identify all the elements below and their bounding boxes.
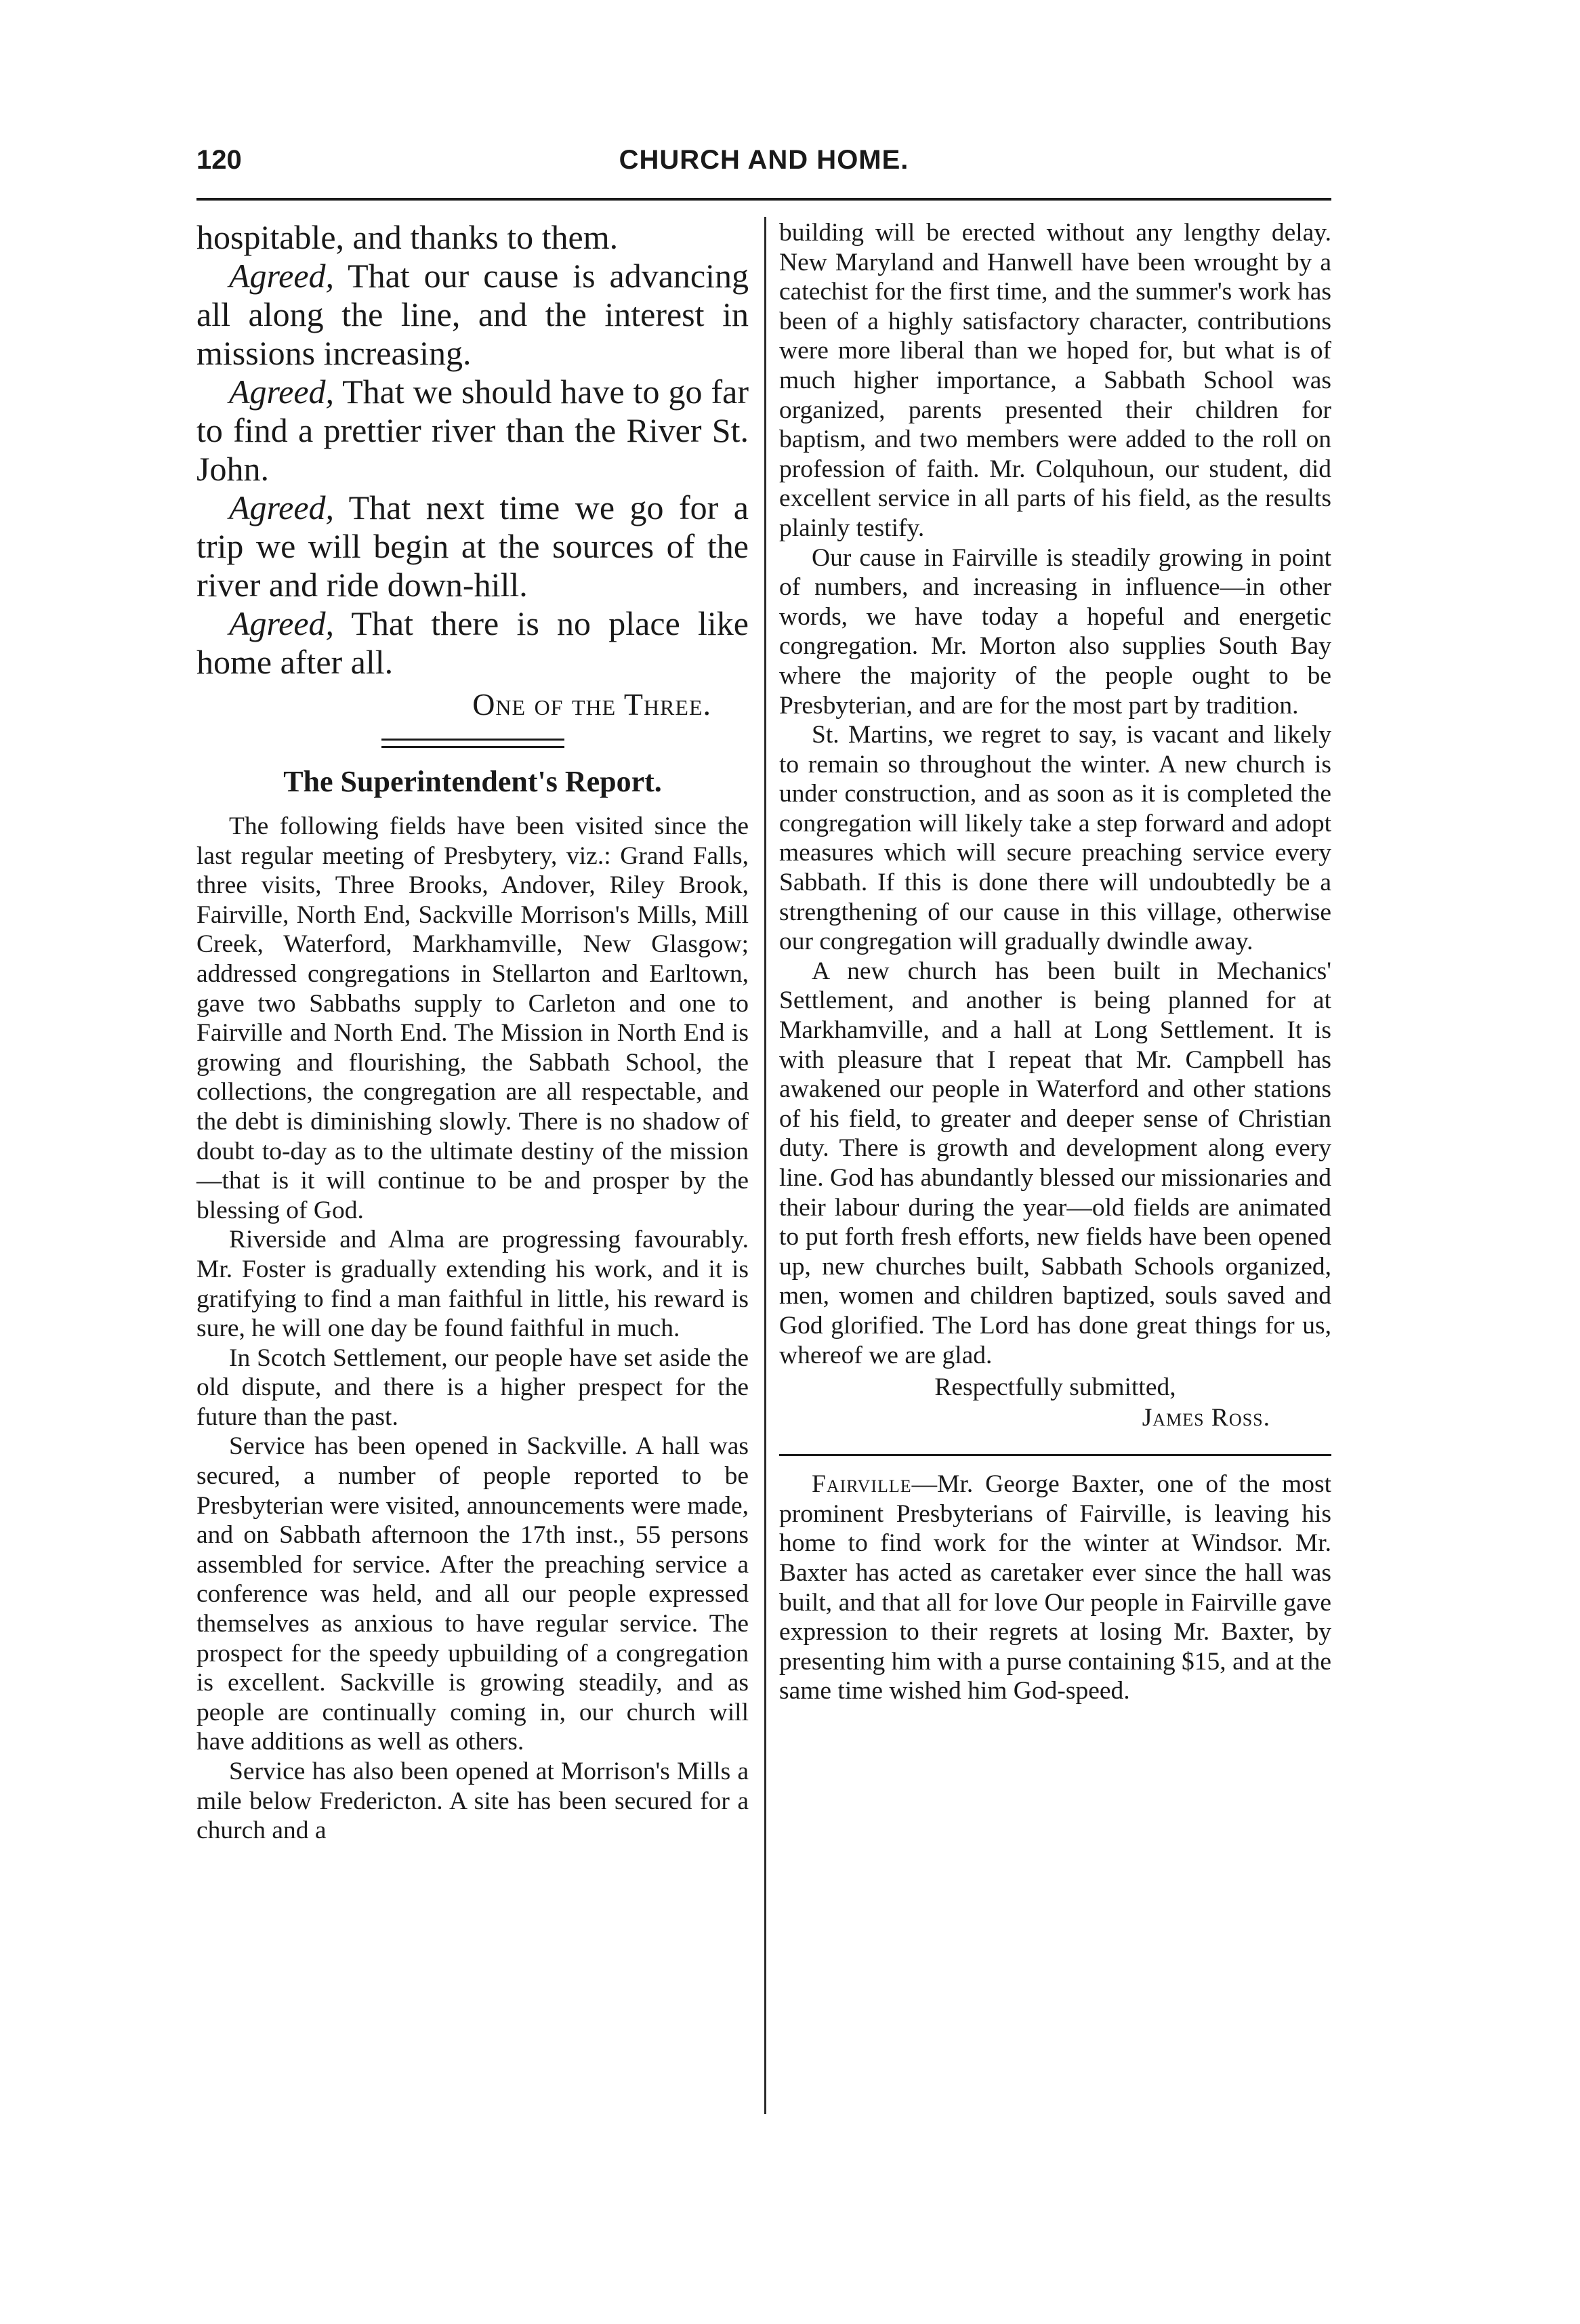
agreed-word: Agreed, [229, 604, 335, 642]
agreed-resolutions [196, 218, 749, 682]
report-paragraph: Our cause in Fairville is steadily growing in point of numbers, and increasing in influence—in other words, we have today a hopeful and energetic congregation. Mr. Morton also supplies South Bay where the majority of the people ought to be Presbyterian, and are for the most part by tradition. [779, 543, 1331, 720]
right-column [779, 218, 1331, 1706]
submitted-line: Respectfully submitted, [934, 1373, 1176, 1402]
column-divider [764, 217, 766, 2114]
left-column [196, 218, 749, 1846]
report-paragraph: Service has also been opened at Morrison's Mills a mile below Fredericton. A site has been secured for a church and a [196, 1758, 749, 1845]
report-paragraph: The following fields have been visited since the last regular meeting of Presbytery, viz.: Grand Falls, three visits, Three Brooks, Andover, Riley Brook, Fairville, North End, Sackville Morrison's Mills, Mill Creek, Waterford, Markhamville, New Glasgow; addressed congregations in Stellarton and Earltown, gave two Sabbaths supply to Carleton and one to Fairville and North End. The Mission in North End is growing and flourishing, the Sabbath School, the collections, the congregation are all respectable, and the debt is diminishing slowly. There is no shadow of doubt to-day as to the ultimate destiny of the mission—that is it will continue to be and prosper by the blessing of God. [196, 812, 749, 1224]
report-body-left [196, 812, 749, 1846]
agreed-word: Agreed, [229, 257, 335, 295]
resolution-paragraph: Agreed, That our cause is advancing all along the line, and the interest in missions increasing. [196, 257, 749, 372]
report-paragraph: building will be erected without any lengthy delay. New Maryland and Hanwell have been wrought by a catechist for the first time, and the summer's work has been of a highly satisfactory character, contributions were more liberal than we hoped for, but what is of much higher importance, a Sabbath School was organized, parents presented their children for baptism, and two members were added to the roll on profession of faith. Mr. Colquhoun, our student, did excellent service in all parts of his field, as the results plainly testify. [779, 219, 1331, 542]
news-paragraph [779, 1470, 1331, 1706]
agreed-word: Agreed, [229, 489, 335, 526]
header-rule [196, 198, 1331, 201]
section-title: The Superintendent's Report. [283, 765, 662, 798]
report-paragraph: A new church has been built in Mechanics' Settlement, and another is being planned for at Markhamville, and a hall at Long Settlement. It is with pleasure that I repeat that Mr. Campbell has awakened our people in Waterford and other stations of his field, to greater and deeper sense of Christian duty. There is growth and development along every line. God has abundantly blessed our missionaries and their labour during the year—old fields are animated to put forth fresh efforts, new fields have been opened up, new churches built, Sabbath Schools organized, men, women and children baptized, souls saved and God glorified. The Lord has done great things for us, whereof we are glad. [779, 957, 1331, 1369]
report-paragraph: In Scotch Settlement, our people have set aside the old dispute, and there is a higher prespect for the future than the past. [196, 1344, 749, 1431]
report-body-right [779, 218, 1331, 1370]
report-paragraph: Riverside and Alma are progressing favourably. Mr. Foster is gradually extending his work, and it is gratifying to find a man faithful in little, his reward is sure, he will one day be found faithful in much. [196, 1226, 749, 1343]
running-title: CHURCH AND HOME. [619, 145, 909, 175]
section-separator [381, 739, 564, 748]
report-paragraph: St. Martins, we regret to say, is vacant and likely to remain so throughout the winter. A new church is under construction, and as soon as it is completed the congregation will likely take a step forward and adopt measures which will secure preaching service every Sabbath. If this is done there will undoubtedly be a strengthening of our cause in this village, otherwise our congregation will gradually dwindle away. [779, 721, 1331, 956]
resolution-paragraph: hospitable, and thanks to them. [196, 218, 619, 256]
resolution-paragraph: Agreed, That we should have to go far to find a prettier river than the River St. John. [196, 373, 749, 488]
news-item [779, 1470, 1331, 1706]
resolution-paragraph: Agreed, That next time we go for a trip we will begin at the sources of the river and ride down-hill. [196, 489, 749, 604]
report-paragraph: Service has been opened in Sackville. A hall was secured, a number of people reported to be Presbyterian were visited, announcements were made, and on Sabbath afternoon the 17th inst., 55 persons assembled for service. After the preaching service a conference was held, and all our people expressed themselves as anxious to have regular service. The prospect for the speedy upbuilding of a congregation is excellent. Sackville is growing steadily, and as people are continually coming in, our church will have additions as well as others. [196, 1432, 749, 1756]
article-signature: One of the Three. [472, 687, 711, 722]
news-text: —Mr. George Baxter, one of the most prominent Presbyterians of Fairville, is leaving his home to find work for the winter at Windsor. Mr. Baxter has acted as caretaker ever since the hall was built, and that all for love Our people in Fairville gave expression to their regrets at losing Mr. Baxter, by presenting him with a purse containing $15, and at the same time wished him God-speed. [779, 1470, 1331, 1705]
resolution-paragraph: Agreed, That there is no place like home after all. [196, 604, 749, 681]
page-number: 120 [196, 145, 242, 175]
news-place: Fairville [812, 1470, 912, 1499]
agreed-word: Agreed, [229, 373, 335, 411]
report-signoff: James Ross. [1142, 1404, 1270, 1432]
news-divider [779, 1454, 1331, 1456]
page-header [196, 145, 1331, 192]
